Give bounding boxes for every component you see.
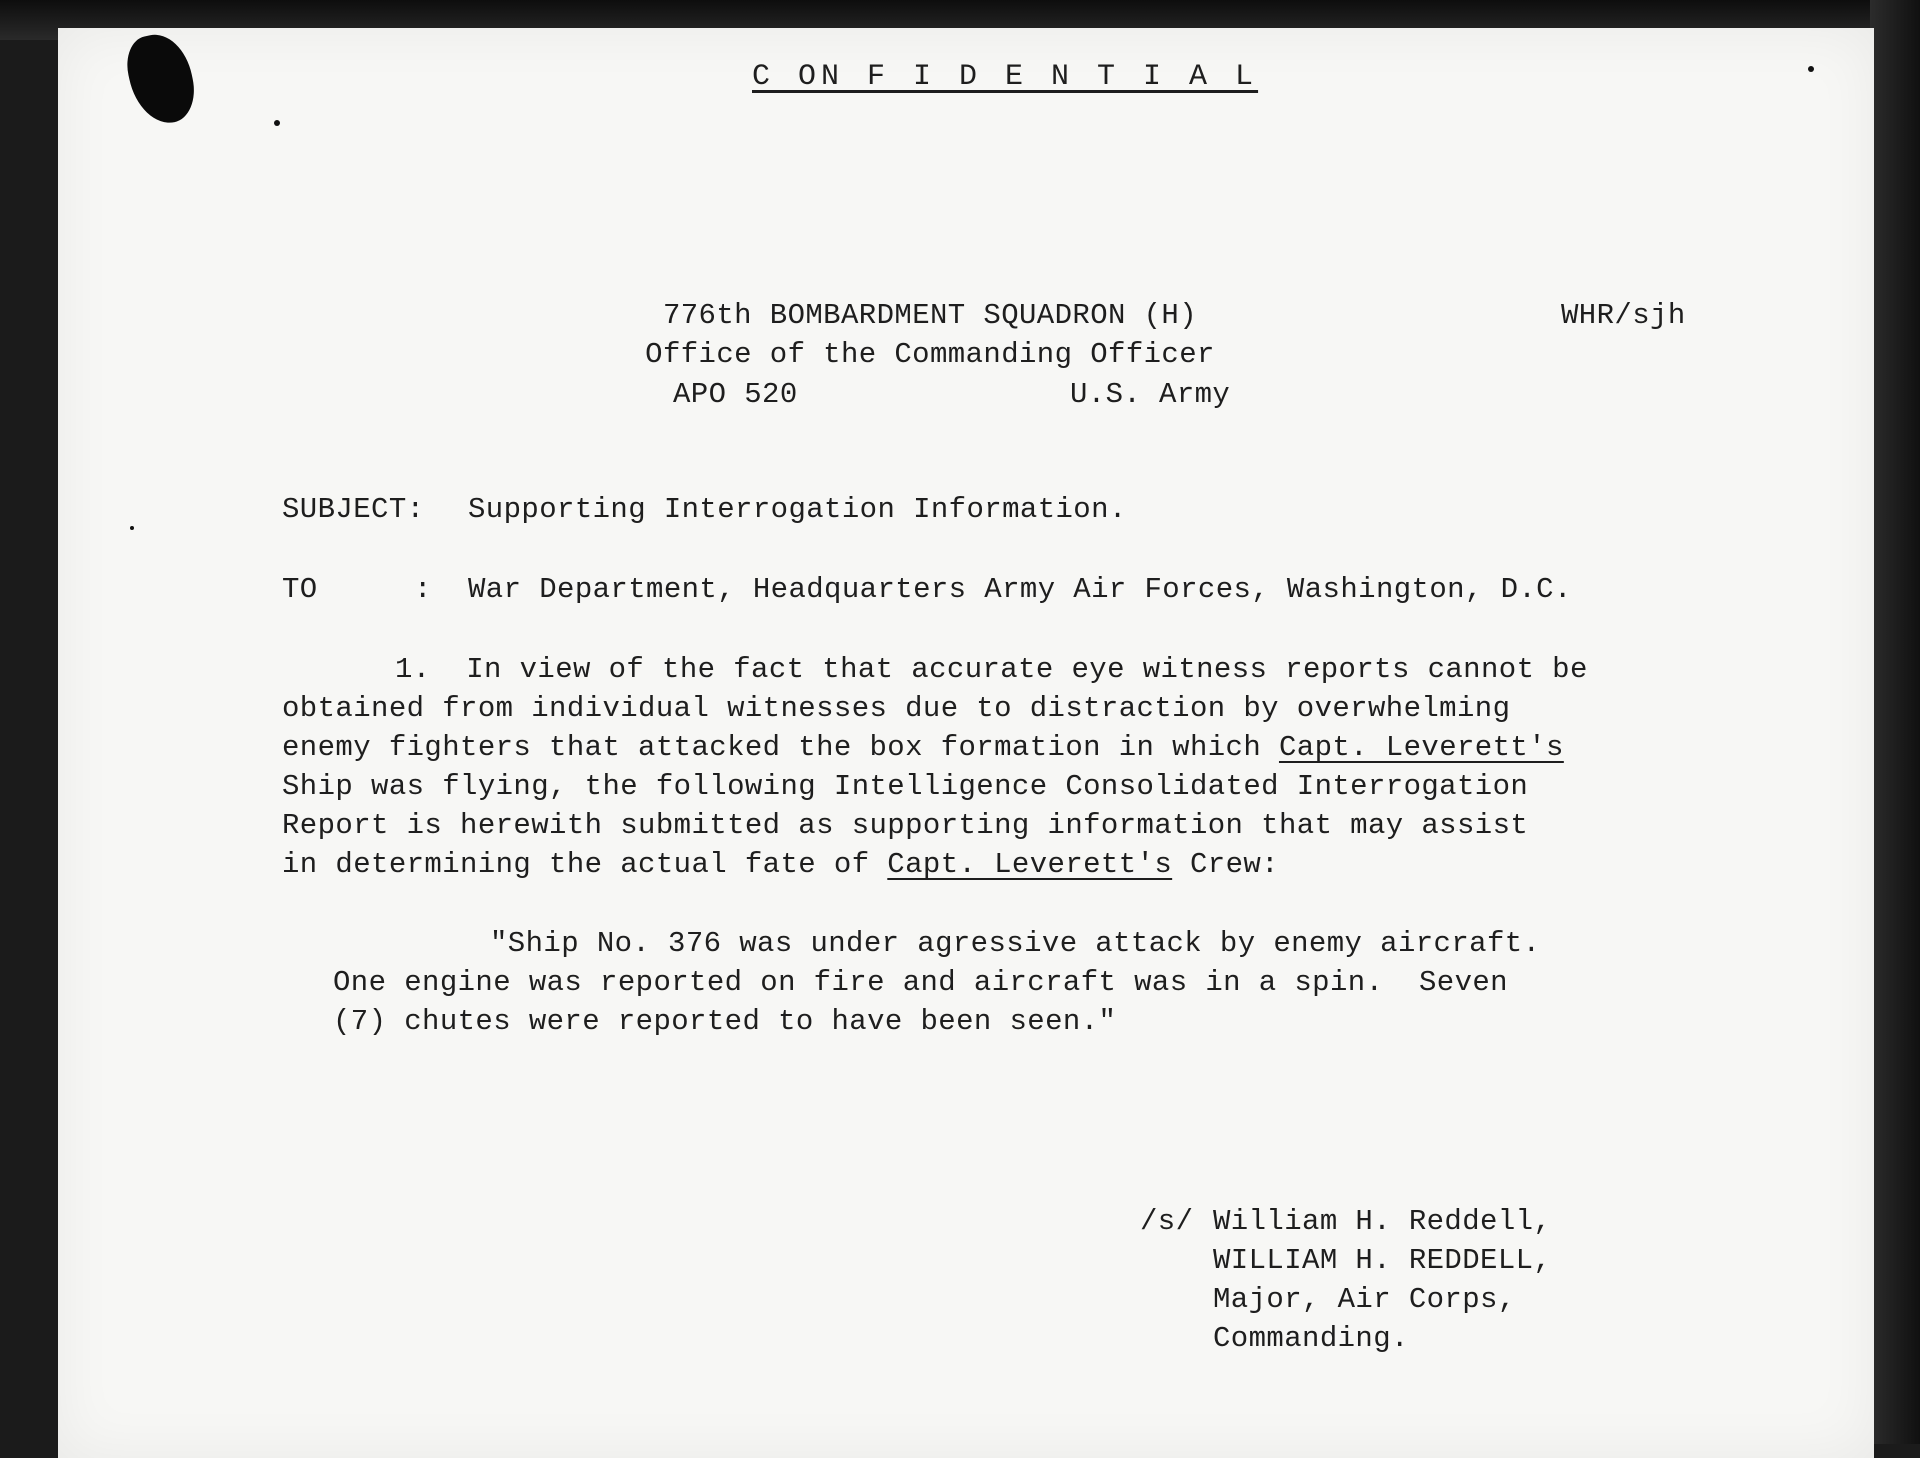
underlined-name: Capt. Leverett's xyxy=(887,848,1173,881)
signature-rank: Major, Air Corps, xyxy=(1213,1283,1516,1316)
signature-mark: /s/ xyxy=(1140,1205,1194,1238)
subject-label: SUBJECT: xyxy=(282,493,425,526)
to-value: War Department, Headquarters Army Air Forces, Washington, D.C. xyxy=(468,573,1572,606)
paragraph-line xyxy=(282,845,1279,884)
quote-line: One engine was reported on fire and aircraft was in a spin. Seven xyxy=(333,966,1508,999)
ink-speck xyxy=(1808,66,1814,72)
unit-name: 776th BOMBARDMENT SQUADRON (H) xyxy=(662,299,1198,332)
classification-heading: C ON F I D E N T I A L xyxy=(752,60,1259,94)
to-colon: : xyxy=(414,573,432,606)
ink-speck xyxy=(130,526,134,530)
apo-number: APO 520 xyxy=(673,378,798,411)
paragraph-line xyxy=(282,728,1564,767)
ink-speck xyxy=(274,120,280,126)
quote-line: "Ship No. 376 was under agressive attack by enemy aircraft. xyxy=(490,927,1541,960)
paragraph-text: in determining the actual fate of xyxy=(282,848,888,881)
army-label: U.S. Army xyxy=(1070,378,1231,411)
paragraph-line: obtained from individual witnesses due to distraction by overwhelming xyxy=(282,692,1511,725)
paragraph-line: 1. In view of the fact that accurate eye witness reports cannot be xyxy=(395,653,1588,686)
signature-title: Commanding. xyxy=(1213,1322,1409,1355)
subject-value: Supporting Interrogation Information. xyxy=(468,493,1127,526)
office-name: Office of the Commanding Officer xyxy=(645,338,1215,371)
paragraph-line: Report is herewith submitted as supporting information that may assist xyxy=(282,809,1529,842)
signature-typed-name: WILLIAM H. REDDELL, xyxy=(1213,1244,1552,1277)
paragraph-line: Ship was flying, the following Intelligence Consolidated Interrogation xyxy=(282,770,1529,803)
reference-initials: WHR/sjh xyxy=(1561,299,1686,332)
paragraph-text: Crew: xyxy=(1172,848,1279,881)
signature-name: William H. Reddell, xyxy=(1213,1205,1552,1238)
underlined-name: Capt. Leverett's xyxy=(1278,731,1564,764)
scan-right-edge xyxy=(1870,0,1920,1444)
to-label: TO xyxy=(282,573,318,606)
paragraph-text: enemy fighters that attacked the box formation in which xyxy=(282,731,1279,764)
quote-line: (7) chutes were reported to have been seen." xyxy=(333,1005,1117,1038)
